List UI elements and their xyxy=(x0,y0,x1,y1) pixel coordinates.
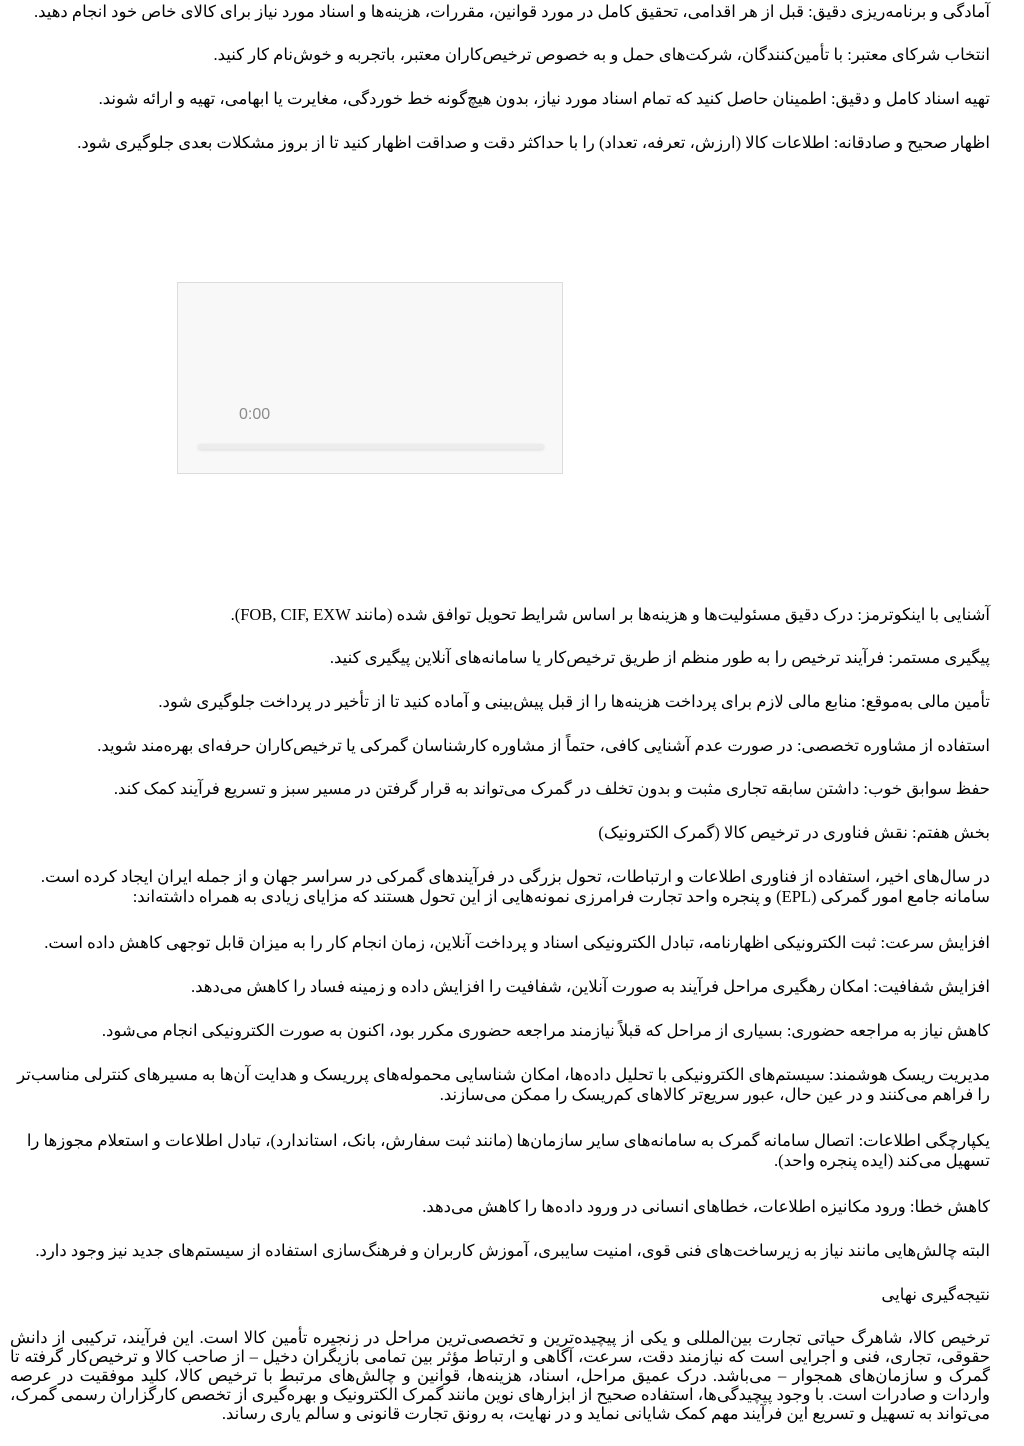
benefit-error-reduction: کاهش خطا: ورود مکانیزه اطلاعات، خطاهای انسانی در ورود داده‌ها را کاهش می‌دهد. xyxy=(422,1197,990,1216)
tip-follow-up: پیگیری مستمر: فرآیند ترخیص را به طور منظم از طریق ترخیص‌کار یا سامانه‌های آنلاین پیگیری کنید. xyxy=(329,648,990,667)
benefit-integration: یکپارچگی اطلاعات: اتصال سامانه گمرک به سامانه‌های سایر سازمان‌ها (مانند ثبت سفارش، بانک، استاندارد)، تبادل اطلاعات و استعلام مجوزها را تسهیل می‌کند (ایده پنجره واحد). xyxy=(26,1131,990,1170)
conclusion-heading: نتیجه‌گیری نهایی xyxy=(881,1285,990,1304)
tip-consulting: استفاده از مشاوره تخصصی: در صورت عدم آشنایی کافی، حتماً از مشاوره کارشناسان گمرکی یا ترخیص‌کاران حرفه‌ای بهره‌مند شوید. xyxy=(97,736,990,755)
progress-bar[interactable] xyxy=(198,444,544,449)
tip-complete-documents: تهیه اسناد کامل و دقیق: اطمینان حاصل کنید که تمام اسناد مورد نیاز، بدون هیچ‌گونه خط خوردگی، مغایرت یا ابهامی، تهیه و ارائه شوند. xyxy=(98,89,990,108)
tip-honest-declaration: اظهار صحیح و صادقانه: اطلاعات کالا (ارزش، تعرفه، تعداد) را با حداکثر دقت و صداقت اظهار کنید تا از بروز مشکلات بعدی جلوگیری شود. xyxy=(77,133,990,152)
benefit-speed: افزایش سرعت: ثبت الکترونیکی اظهارنامه، تبادل الکترونیکی اسناد و پرداخت آنلاین، زمان انجام کار را به میزان قابل توجهی کاهش داده است. xyxy=(44,933,990,952)
tip-good-record: حفظ سوابق خوب: داشتن سابقه تجاری مثبت و بدون تخلف در گمرک می‌تواند به قرار گرفتن در مسیر سبز و تسریع فرآیند کمک کند. xyxy=(113,779,990,798)
benefit-less-visits: کاهش نیاز به مراجعه حضوری: بسیاری از مراحل که قبلاً نیازمند مراجعه حضوری مکرر بود، اکنون به صورت الکترونیکی انجام می‌شود. xyxy=(101,1021,990,1040)
tip-preparation: آمادگی و برنامه‌ریزی دقیق: قبل از هر اقدامی، تحقیق کامل در مورد قوانین، مقررات، هزینه‌ها و اسناد مورد نیاز برای کالای خاص خود انجام دهید. xyxy=(33,2,990,21)
playback-time: 0:00 xyxy=(239,406,271,423)
tip-financing: تأمین مالی به‌موقع: منابع مالی لازم برای پرداخت هزینه‌ها را از قبل پیش‌بینی و آماده کنید تا از تأخیر در پرداخت جلوگیری شود. xyxy=(158,692,990,711)
section-7-heading: بخش هفتم: نقش فناوری در ترخیص کالا (گمرک الکترونیک) xyxy=(598,823,990,842)
tip-reliable-partners: انتخاب شرکای معتبر: با تأمین‌کنندگان، شرکت‌های حمل و به خصوص ترخیص‌کاران معتبر، باتجربه و خوش‌نام کار کنید. xyxy=(213,45,990,64)
conclusion-body: ترخیص کالا، شاهرگ حیاتی تجارت بین‌المللی و یکی از پیچیده‌ترین و تخصصی‌ترین مراحل در زنجیره تأمین کالا است. این فرآیند، ترکیبی از دانش حقوقی، تجاری، فنی و اجرایی است که نیازمند دقت، سرعت، آگاهی و ارتباط مؤثر بین تمامی بازیگران دخیل – از صاحب کالا و ترخیص‌کار گرفته تا گمرک و سازمان‌های همجوار – می‌باشد. درک عمیق مراحل، اسناد، هزینه‌ها، قوانین و چالش‌های مرتبط با ترخیص کالا، کلید موفقیت در عرصه واردات و صادرات است. با وجود پیچیدگی‌ها، استفاده صحیح از ابزارهای نوین مانند گمرک الکترونیک و بهره‌گیری از تخصص کارگزاران رسمی گمرک، می‌تواند به تسهیل و تسریع این فرآیند مهم کمک شایانی نماید و در نهایت، به رونق تجارت قانونی و سالم یاری رساند. xyxy=(10,1328,990,1423)
audio-player[interactable] xyxy=(177,282,563,474)
challenges-note: البته چالش‌هایی مانند نیاز به زیرساخت‌های فنی قوی، امنیت سایبری، آموزش کاربران و فرهنگ‌سازی استفاده از سیستم‌های جدید نیز وجود دارد. xyxy=(35,1241,990,1260)
benefit-transparency: افزایش شفافیت: امکان رهگیری مراحل فرآیند به صورت آنلاین، شفافیت را افزایش داده و زمینه فساد را کاهش می‌دهد. xyxy=(190,977,990,996)
tip-incoterms: آشنایی با اینکوترمز: درک دقیق مسئولیت‌ها و هزینه‌ها بر اساس شرایط تحویل توافق شده (مانند FOB, CIF, EXW). xyxy=(230,605,990,624)
section-7-intro: در سال‌های اخیر، استفاده از فناوری اطلاعات و ارتباطات، تحول بزرگی در فرآیندهای گمرکی در سراسر جهان و از جمله ایران ایجاد کرده است. سامانه جامع امور گمرکی (EPL) و پنجره واحد تجارت فرامرزی نمونه‌هایی از این تحول هستند که مزایای زیادی به همراه داشته‌اند: xyxy=(40,867,990,906)
benefit-risk-management: مدیریت ریسک هوشمند: سیستم‌های الکترونیکی با تحلیل داده‌ها، امکان شناسایی محموله‌های پرریسک و هدایت آن‌ها به مسیرهای کنترلی مناسب‌تر را فراهم می‌کنند و در عین حال، عبور سریع‌تر کالاهای کم‌ریسک را ممکن می‌سازند. xyxy=(17,1065,990,1104)
